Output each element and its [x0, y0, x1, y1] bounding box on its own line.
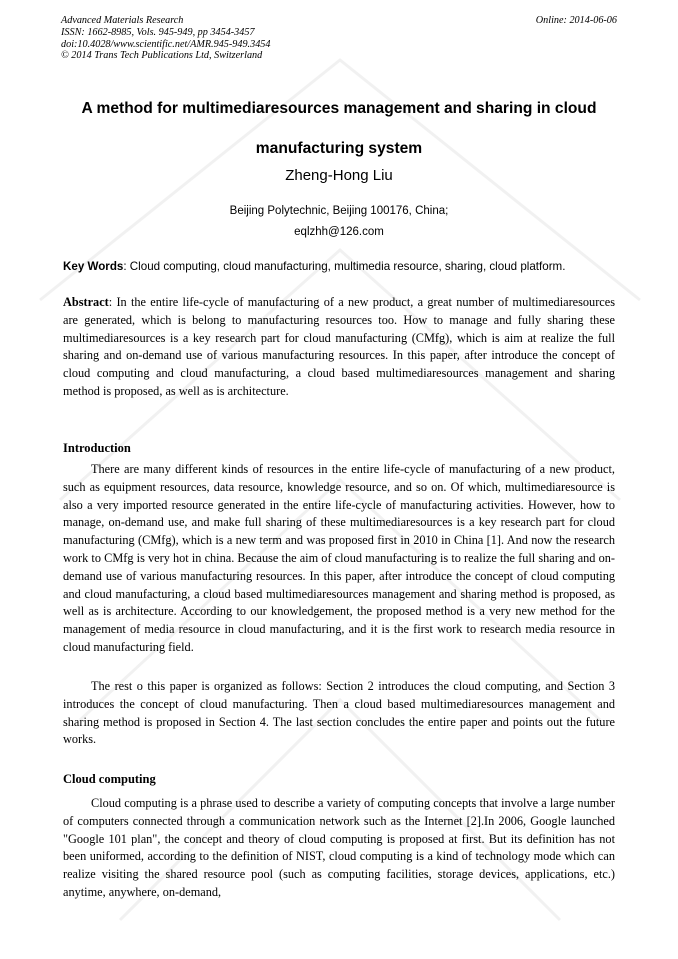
section-heading-cloud-computing: Cloud computing	[63, 772, 156, 786]
cloud-computing-paragraph-1: Cloud computing is a phrase used to describe a variety of computing concepts that involve a large number of computers connected through a communication network such as the Internet [2].In 2006, Google launched "Google 101 plan", the concept and theory of cloud computing is proposed at first. But its definition has not been uniformed, according to the definition of NIST, cloud computing is a kind of technology mode which can realize visiting the shared resource pool (such as computing facilities, storage devices, applications, etc.) anytime, anywhere, on-demand,	[63, 796, 615, 899]
journal-issn: ISSN: 1662-8985, Vols. 945-949, pp 3454-3457	[61, 26, 255, 38]
affiliation: Beijing Polytechnic, Beijing 100176, China;	[229, 205, 449, 217]
online-date: Online: 2014-06-06	[535, 15, 617, 26]
author-name: Zheng-Hong Liu	[285, 167, 393, 184]
section-heading-introduction: Introduction	[63, 441, 131, 455]
paper-title	[50, 89, 628, 169]
journal-doi: doi:10.4028/www.scientific.net/AMR.945-949.3454	[61, 38, 271, 50]
abstract	[63, 294, 615, 401]
keywords	[63, 259, 615, 275]
introduction-paragraph-1: There are many different kinds of resources in the entire life-cycle of manufacturing of a new product, such as equipment resources, data resource, knowledge resource, and so on. Of which, multimediaresource is also a very imported resource generated in the entire life-cycle of manufacturing activities. However, how to manage, on-demand use, and make full sharing of these multimediaresources is a key research part for cloud manufacturing (CMfg), which is a new term and was proposed first in 2010 in China [1]. And now the research work to CMfg is very hot in china. Because the aim of cloud manufacturing is to realize the full sharing and on-demand use of various manufacturing resources. In this paper, after introduce the concept of cloud computing and cloud manufacturing, a cloud based multimediaresources management and sharing method is proposed, as well as is architecture. According to our knowledgement, the proposed method is a very new method for the management of media resource in cloud manufacturing, and it is the first work to research media resource in cloud manufacturing field.	[63, 462, 615, 654]
introduction-paragraph-2: The rest o this paper is organized as follows: Section 2 introduces the cloud computing, and Section 3 introduces the concept of cloud manufacturing. Then a cloud based multimediaresources management and sharing method is proposed in Section 4. The last section concludes the entire paper and points out the future works.	[63, 679, 615, 747]
keywords-label: Key Words	[63, 260, 124, 273]
abstract-text: : In the entire life-cycle of manufacturing of a new product, a great number of multimediaresources are generated, which is belong to manufacturing resources too. How to manage and fully sharing these multimediaresources is a key research part for cloud manufacturing (CMfg), which is aim at realize the full sharing and on-demand use of various manufacturing resources. In this paper, after introduce the concept of cloud computing and cloud manufacturing, a cloud based multimediaresources management and sharing method is proposed, as well as is architecture.	[63, 295, 615, 398]
journal-copyright: © 2014 Trans Tech Publications Ltd, Switzerland	[61, 50, 263, 62]
journal-header	[61, 15, 617, 62]
title-line-1: A method for multimediaresources management and sharing in cloud	[81, 100, 597, 117]
abstract-label: Abstract	[63, 295, 109, 309]
keywords-text: : Cloud computing, cloud manufacturing, multimedia resource, sharing, cloud platform.	[123, 260, 566, 273]
author-affiliation-block	[0, 201, 678, 243]
title-line-2: manufacturing system	[255, 140, 423, 157]
author-email: eqlzhh@126.com	[294, 226, 384, 238]
journal-name: Advanced Materials Research	[61, 15, 184, 26]
